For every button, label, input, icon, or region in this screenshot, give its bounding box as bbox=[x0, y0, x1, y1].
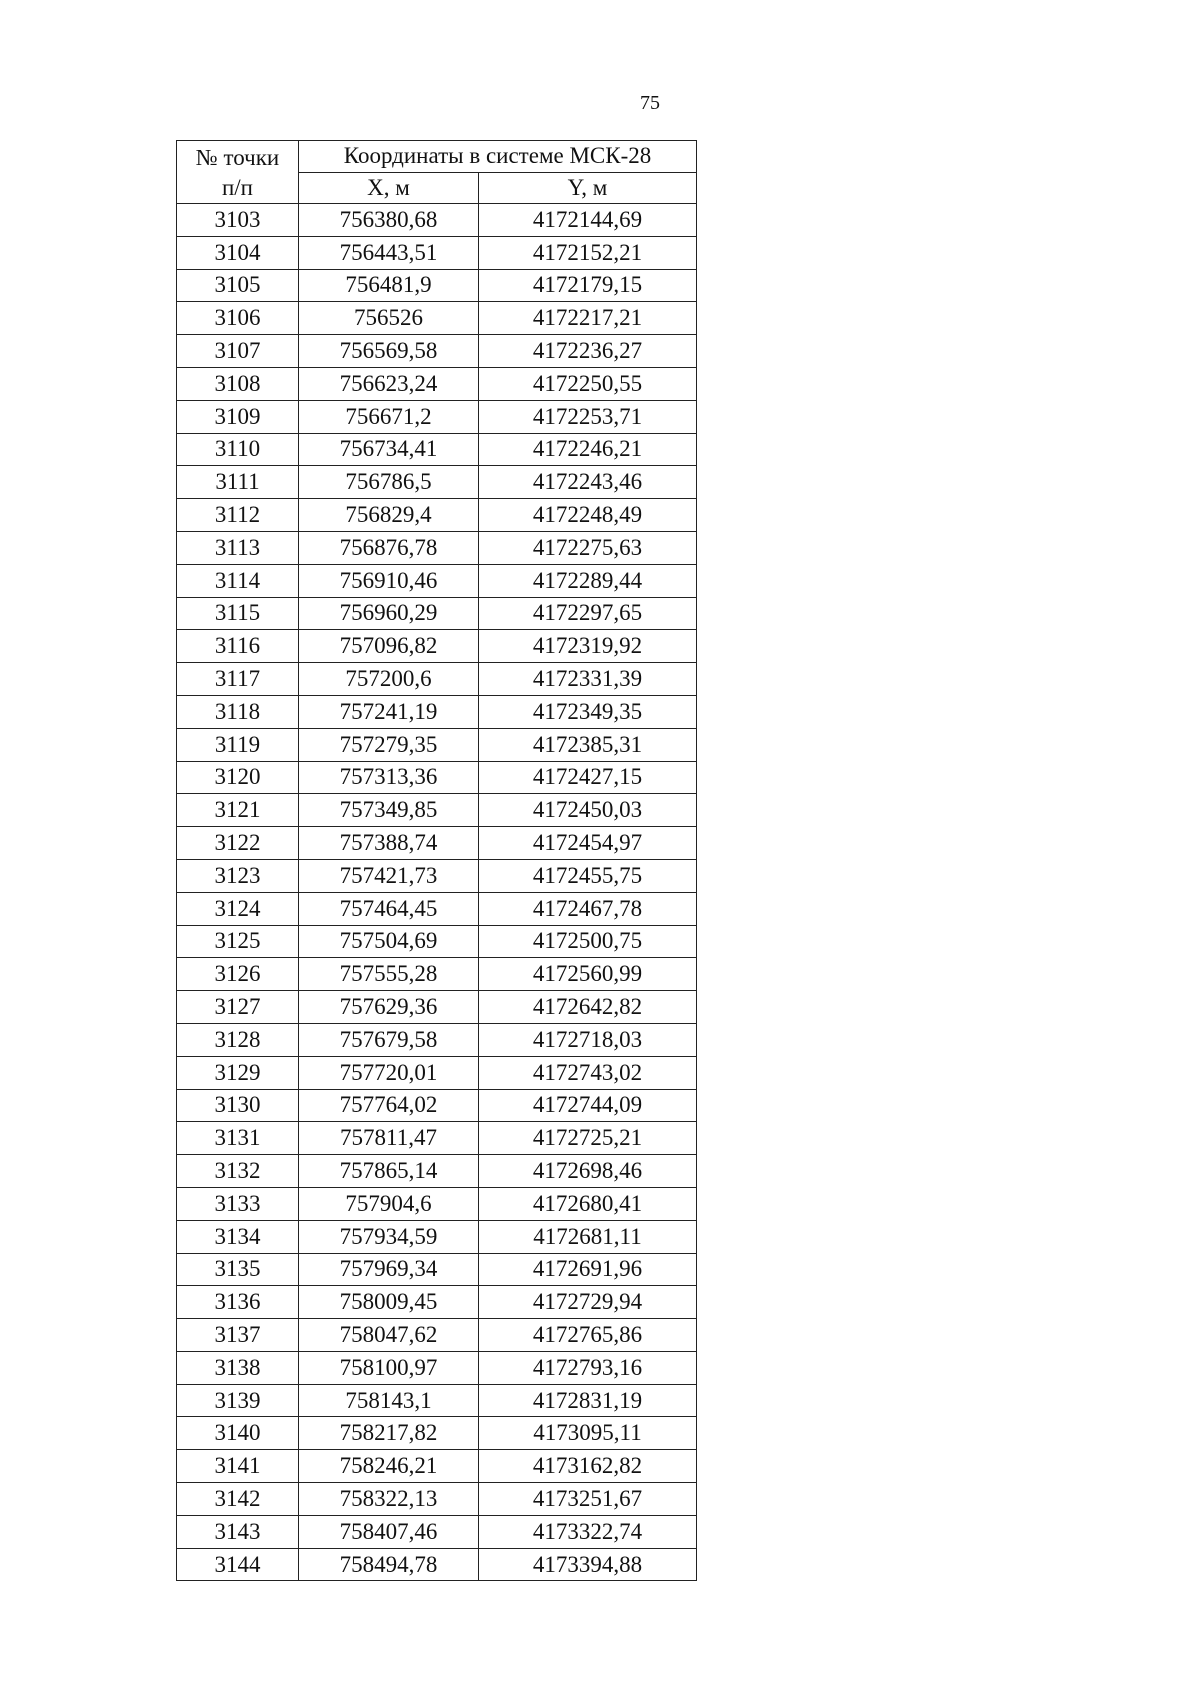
point-number-cell: 3135 bbox=[177, 1253, 299, 1286]
y-coordinate-cell: 4172744,09 bbox=[479, 1089, 697, 1122]
y-coordinate-cell: 4172319,92 bbox=[479, 630, 697, 663]
point-number-cell: 3133 bbox=[177, 1187, 299, 1220]
x-coordinate-cell: 756569,58 bbox=[299, 335, 479, 368]
point-number-cell: 3119 bbox=[177, 728, 299, 761]
table-row bbox=[177, 204, 697, 237]
table-row bbox=[177, 728, 697, 761]
x-coordinate-cell: 757241,19 bbox=[299, 695, 479, 728]
coordinates-group-header: Координаты в системе МСК-28 bbox=[299, 141, 697, 173]
point-number-cell: 3117 bbox=[177, 663, 299, 696]
point-number-cell: 3112 bbox=[177, 499, 299, 532]
y-coordinate-cell: 4172698,46 bbox=[479, 1155, 697, 1188]
table-row bbox=[177, 892, 697, 925]
x-coordinate-cell: 757969,34 bbox=[299, 1253, 479, 1286]
x-coordinate-cell: 756623,24 bbox=[299, 367, 479, 400]
table-row bbox=[177, 1319, 697, 1352]
page-number: 75 bbox=[640, 92, 660, 114]
table-row bbox=[177, 302, 697, 335]
y-coordinate-cell: 4172246,21 bbox=[479, 433, 697, 466]
point-number-cell: 3136 bbox=[177, 1286, 299, 1319]
y-coordinate-cell: 4173251,67 bbox=[479, 1483, 697, 1516]
y-coordinate-cell: 4172743,02 bbox=[479, 1056, 697, 1089]
coordinates-table bbox=[176, 140, 697, 1581]
point-number-cell: 3118 bbox=[177, 695, 299, 728]
point-number-cell: 3111 bbox=[177, 466, 299, 499]
y-coordinate-cell: 4172385,31 bbox=[479, 728, 697, 761]
point-number-cell: 3131 bbox=[177, 1122, 299, 1155]
table-row bbox=[177, 761, 697, 794]
point-number-cell: 3108 bbox=[177, 367, 299, 400]
x-coordinate-cell: 758407,46 bbox=[299, 1515, 479, 1548]
y-coordinate-cell: 4172500,75 bbox=[479, 925, 697, 958]
point-number-cell: 3128 bbox=[177, 1023, 299, 1056]
y-coordinate-cell: 4172729,94 bbox=[479, 1286, 697, 1319]
y-coordinate-cell: 4173162,82 bbox=[479, 1450, 697, 1483]
x-coordinate-cell: 758217,82 bbox=[299, 1417, 479, 1450]
y-coordinate-cell: 4172765,86 bbox=[479, 1319, 697, 1352]
table-row bbox=[177, 531, 697, 564]
point-number-cell: 3114 bbox=[177, 564, 299, 597]
table-row bbox=[177, 499, 697, 532]
y-coordinate-cell: 4172275,63 bbox=[479, 531, 697, 564]
x-coordinate-cell: 758100,97 bbox=[299, 1351, 479, 1384]
table-row bbox=[177, 597, 697, 630]
point-number-cell: 3142 bbox=[177, 1483, 299, 1516]
point-number-cell: 3116 bbox=[177, 630, 299, 663]
x-coordinate-cell: 757865,14 bbox=[299, 1155, 479, 1188]
point-number-cell: 3127 bbox=[177, 991, 299, 1024]
y-coordinate-cell: 4172236,27 bbox=[479, 335, 697, 368]
y-coordinate-cell: 4173322,74 bbox=[479, 1515, 697, 1548]
x-coordinate-cell: 756734,41 bbox=[299, 433, 479, 466]
y-coordinate-cell: 4172253,71 bbox=[479, 400, 697, 433]
table-row bbox=[177, 1515, 697, 1548]
table-row bbox=[177, 1023, 697, 1056]
y-coordinate-cell: 4172289,44 bbox=[479, 564, 697, 597]
point-number-cell: 3107 bbox=[177, 335, 299, 368]
table-row bbox=[177, 1056, 697, 1089]
x-coordinate-cell: 757313,36 bbox=[299, 761, 479, 794]
point-number-cell: 3137 bbox=[177, 1319, 299, 1352]
x-coordinate-cell: 757464,45 bbox=[299, 892, 479, 925]
point-number-cell: 3123 bbox=[177, 859, 299, 892]
point-number-cell: 3120 bbox=[177, 761, 299, 794]
table-row bbox=[177, 695, 697, 728]
y-coordinate-cell: 4172642,82 bbox=[479, 991, 697, 1024]
x-coordinate-cell: 757811,47 bbox=[299, 1122, 479, 1155]
table-row bbox=[177, 1089, 697, 1122]
x-coordinate-cell: 757388,74 bbox=[299, 827, 479, 860]
table-row bbox=[177, 1483, 697, 1516]
x-coordinate-cell: 758009,45 bbox=[299, 1286, 479, 1319]
table-row bbox=[177, 958, 697, 991]
table-row bbox=[177, 1384, 697, 1417]
table-row bbox=[177, 1351, 697, 1384]
table-row bbox=[177, 1286, 697, 1319]
y-coordinate-cell: 4172427,15 bbox=[479, 761, 697, 794]
y-coordinate-cell: 4172560,99 bbox=[479, 958, 697, 991]
y-coordinate-cell: 4172179,15 bbox=[479, 269, 697, 302]
x-coordinate-cell: 757720,01 bbox=[299, 1056, 479, 1089]
x-coordinate-cell: 757679,58 bbox=[299, 1023, 479, 1056]
x-coordinate-cell: 758143,1 bbox=[299, 1384, 479, 1417]
x-coordinate-cell: 756671,2 bbox=[299, 400, 479, 433]
table-row bbox=[177, 1253, 697, 1286]
table-row bbox=[177, 663, 697, 696]
point-number-cell: 3126 bbox=[177, 958, 299, 991]
x-coordinate-cell: 757200,6 bbox=[299, 663, 479, 696]
point-number-cell: 3121 bbox=[177, 794, 299, 827]
table-row bbox=[177, 991, 697, 1024]
point-number-cell: 3113 bbox=[177, 531, 299, 564]
x-coordinate-cell: 756876,78 bbox=[299, 531, 479, 564]
x-coordinate-cell: 758322,13 bbox=[299, 1483, 479, 1516]
table-row bbox=[177, 1187, 697, 1220]
point-number-cell: 3103 bbox=[177, 204, 299, 237]
x-coordinate-cell: 758047,62 bbox=[299, 1319, 479, 1352]
y-coordinate-cell: 4172680,41 bbox=[479, 1187, 697, 1220]
table-row bbox=[177, 1122, 697, 1155]
table-row bbox=[177, 827, 697, 860]
x-coordinate-cell: 757421,73 bbox=[299, 859, 479, 892]
table-row bbox=[177, 794, 697, 827]
point-number-cell: 3106 bbox=[177, 302, 299, 335]
table-row bbox=[177, 335, 697, 368]
y-coordinate-cell: 4172144,69 bbox=[479, 204, 697, 237]
x-coordinate-cell: 756960,29 bbox=[299, 597, 479, 630]
y-coordinate-cell: 4172152,21 bbox=[479, 236, 697, 269]
point-number-header-line2: п/п bbox=[221, 175, 253, 200]
table-row bbox=[177, 269, 697, 302]
y-coordinate-cell: 4173095,11 bbox=[479, 1417, 697, 1450]
x-coordinate-cell: 757096,82 bbox=[299, 630, 479, 663]
y-coordinate-cell: 4172217,21 bbox=[479, 302, 697, 335]
table-row bbox=[177, 367, 697, 400]
x-coordinate-cell: 756786,5 bbox=[299, 466, 479, 499]
point-number-cell: 3143 bbox=[177, 1515, 299, 1548]
point-number-cell: 3129 bbox=[177, 1056, 299, 1089]
point-number-cell: 3134 bbox=[177, 1220, 299, 1253]
point-number-cell: 3138 bbox=[177, 1351, 299, 1384]
y-coordinate-cell: 4172718,03 bbox=[479, 1023, 697, 1056]
y-coordinate-cell: 4172450,03 bbox=[479, 794, 697, 827]
table-row bbox=[177, 1450, 697, 1483]
table-row bbox=[177, 1155, 697, 1188]
table-row bbox=[177, 564, 697, 597]
table-row bbox=[177, 433, 697, 466]
y-coordinate-cell: 4172793,16 bbox=[479, 1351, 697, 1384]
table-row bbox=[177, 1417, 697, 1450]
x-coordinate-cell: 757555,28 bbox=[299, 958, 479, 991]
point-number-cell: 3109 bbox=[177, 400, 299, 433]
table-row bbox=[177, 1220, 697, 1253]
point-number-cell: 3104 bbox=[177, 236, 299, 269]
table-row bbox=[177, 859, 697, 892]
x-coordinate-cell: 757764,02 bbox=[299, 1089, 479, 1122]
y-coordinate-cell: 4172454,97 bbox=[479, 827, 697, 860]
x-coordinate-cell: 756380,68 bbox=[299, 204, 479, 237]
y-coordinate-cell: 4172681,11 bbox=[479, 1220, 697, 1253]
y-coordinate-cell: 4172250,55 bbox=[479, 367, 697, 400]
table-row bbox=[177, 630, 697, 663]
point-number-cell: 3139 bbox=[177, 1384, 299, 1417]
y-coordinate-cell: 4173394,88 bbox=[479, 1548, 697, 1581]
table-row bbox=[177, 400, 697, 433]
point-number-cell: 3132 bbox=[177, 1155, 299, 1188]
y-coordinate-cell: 4172691,96 bbox=[479, 1253, 697, 1286]
x-coordinate-cell: 758246,21 bbox=[299, 1450, 479, 1483]
point-number-cell: 3124 bbox=[177, 892, 299, 925]
y-coordinate-cell: 4172467,78 bbox=[479, 892, 697, 925]
x-coordinate-cell: 757279,35 bbox=[299, 728, 479, 761]
x-coordinate-cell: 757349,85 bbox=[299, 794, 479, 827]
x-coordinate-cell: 756910,46 bbox=[299, 564, 479, 597]
x-coordinate-cell: 757629,36 bbox=[299, 991, 479, 1024]
table-body bbox=[177, 204, 697, 1581]
point-number-cell: 3105 bbox=[177, 269, 299, 302]
x-column-header: X, м bbox=[299, 172, 479, 204]
table-row bbox=[177, 466, 697, 499]
y-coordinate-cell: 4172297,65 bbox=[479, 597, 697, 630]
table-row bbox=[177, 1548, 697, 1581]
x-coordinate-cell: 757504,69 bbox=[299, 925, 479, 958]
y-coordinate-cell: 4172243,46 bbox=[479, 466, 697, 499]
point-number-cell: 3141 bbox=[177, 1450, 299, 1483]
point-number-cell: 3140 bbox=[177, 1417, 299, 1450]
x-coordinate-cell: 758494,78 bbox=[299, 1548, 479, 1581]
point-number-cell: 3125 bbox=[177, 925, 299, 958]
y-column-header: Y, м bbox=[479, 172, 697, 204]
y-coordinate-cell: 4172349,35 bbox=[479, 695, 697, 728]
y-coordinate-cell: 4172725,21 bbox=[479, 1122, 697, 1155]
point-number-cell: 3130 bbox=[177, 1089, 299, 1122]
y-coordinate-cell: 4172248,49 bbox=[479, 499, 697, 532]
point-number-header-line1: № точки bbox=[195, 145, 280, 170]
x-coordinate-cell: 757934,59 bbox=[299, 1220, 479, 1253]
table-row bbox=[177, 925, 697, 958]
table-row bbox=[177, 236, 697, 269]
y-coordinate-cell: 4172831,19 bbox=[479, 1384, 697, 1417]
point-number-cell: 3122 bbox=[177, 827, 299, 860]
y-coordinate-cell: 4172455,75 bbox=[479, 859, 697, 892]
point-number-cell: 3144 bbox=[177, 1548, 299, 1581]
x-coordinate-cell: 756829,4 bbox=[299, 499, 479, 532]
x-coordinate-cell: 756526 bbox=[299, 302, 479, 335]
point-number-cell: 3110 bbox=[177, 433, 299, 466]
x-coordinate-cell: 756481,9 bbox=[299, 269, 479, 302]
point-number-cell: 3115 bbox=[177, 597, 299, 630]
y-coordinate-cell: 4172331,39 bbox=[479, 663, 697, 696]
x-coordinate-cell: 757904,6 bbox=[299, 1187, 479, 1220]
table-header bbox=[177, 141, 697, 204]
x-coordinate-cell: 756443,51 bbox=[299, 236, 479, 269]
point-number-header bbox=[177, 141, 299, 204]
